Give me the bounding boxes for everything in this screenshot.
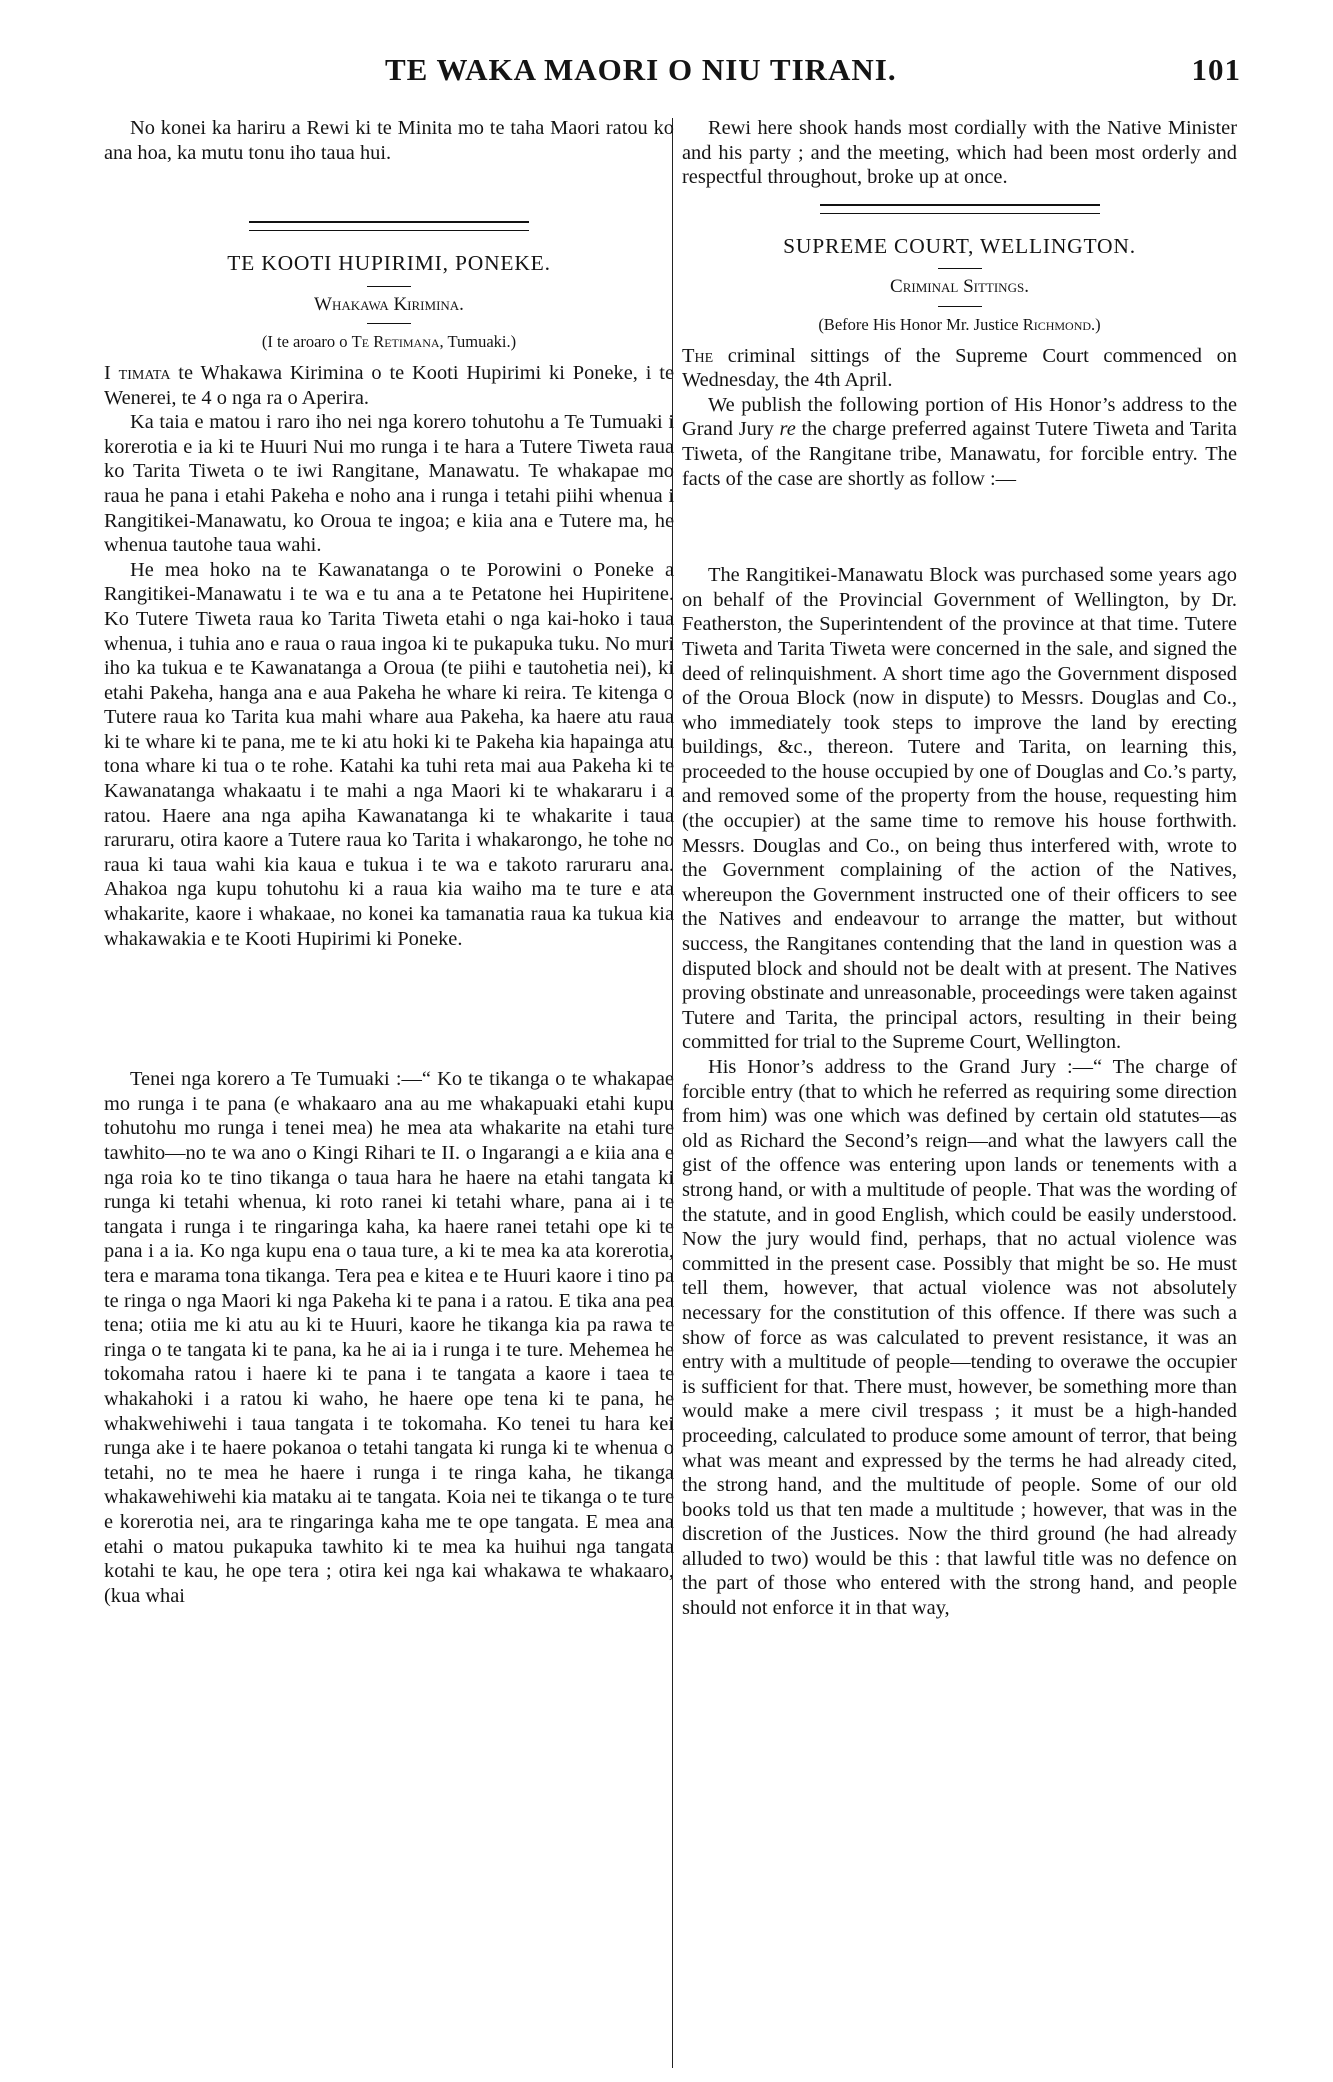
publication-title: TE WAKA MAORI O NIU TIRANI. [385,52,897,87]
paragraph-lead: The [682,344,714,367]
paragraph-1 [104,361,674,410]
right-column [682,116,1237,1621]
section-rule [820,204,1100,214]
paragraph-1 [682,344,1237,393]
bench-note [682,313,1237,338]
bench-prefix: (I te aroaro o [261,332,352,352]
section-subheading: Criminal Sittings. [890,276,1029,298]
heading-rule [367,286,411,287]
paragraph-lead: I timata [104,361,171,384]
section-heading: TE KOOTI HUPIRIMI, PONEKE. [227,251,551,276]
subheading-rule [367,323,411,324]
paragraph-3: He mea hoko na te Kawanatanga o te Porowini o Poneke a Rangitikei-Manawatu i te wa e tu ana a te Petatone hei Hupiritene. Ko Tutere Tiweta raua ko Tarita Tiweta etahi o nga kai-hoko i taua whenua, i tuhia ano e raua o raua ingoa ki te pukapuka tuku. No muri iho ka tukua e te Kawanatanga a Oroua (te piihi e tautohetia nei), ki etahi Pakeha, hanga ana e aua Pakeha he whare ki reira. Te kitenga o Tutere raua ko Tarita kua mahi whare aua Pakeha, ka haere atu raua ki te whare ki te pana, me te ki atu hoki ki te Pakeha kia hapainga atu tona whare ki tua o te rohe. Katahi ka tuhi reta mai aua Pakeha ki te Kawanatanga whakaatu i te mahi a nga Maori ki te whakararu i a ratou. Haere ana nga apiha Kawanatanga ki te whakarite i taua raruraru, otira kaore a Tutere raua ko Tarita i whakarongo, he tohe no raua ki taua wahi kia kaua e tukua i te wa e takoto raruraru ana. Ahakoa nga kupu tohutohu ki a raua kia waiho ma te ture e ata whakarite, kaore i whakaae, no konei ka tamanatia raua ka tukua kia whakawakia e te Kooti Hupirimi ki Poneke. [104,558,674,950]
section-rule [249,221,529,231]
paragraph-2-after: the charge preferred against Tutere Tiweta and Tarita Tiweta, of the Rangitane tribe, Manawatu, for forcible entry. The facts of the case are shortly as follow :— [682,418,1237,490]
bench-note [104,330,674,355]
section-heading: SUPREME COURT, WELLINGTON. [783,233,1136,258]
paragraph-4: His Honor’s address to the Grand Jury :—“ The charge of forcible entry (that to which he referred as requiring some direction from him) was one which was defined by certain old statutes—as old as Richard the Second’s reign—and what the lawyers call the gist of the offence was entering upon lands or tenements with a strong hand, or with a multitude of people. That was the wording of the statute, and in good English, which could be easily understood. Now the jury would find, perhaps, that no actual violence was committed in the present case. Possibly that might be so. He must tell them, however, that actual violence was not absolutely necessary for the constitution of this offence. If there was such a show of force as was calculated to prevent resistance, it was an entry with a multitude of people—tending to overawe the occupier is sufficient for that. There must, however, be something more than would make a mere civil trespass ; it must be a high-handed proceeding, calculated to produce some amount of terror, that being what was meant and expressed by the terms he had already cited, the strong hand, and the multitude of people. Some of our old books told us that ten made a multitude ; however, that was in the discretion of the Justices. Now the third ground (he had already alluded to two) would be this : that lawful title was no defence on the part of those who entered with the strong hand, and people should not enforce it in that way, [682,1056,1237,1620]
paragraph-2-re: re [779,418,796,441]
paragraph-2: Ka taia e matou i raro iho nei nga korero tohutohu a Te Tumuaki i korerotia e ia ki te Huuri Nui mo runga i te hara a Tutere Tiweta raua ko Tarita Tiweta o te iwi Rangitane, Manawatu. Te whakapae mo raua he pana i etahi Pakeha e noho ana i runga i tetahi piihi whenua i Rangitikei-Manawatu, ko Oroua te ingoa; e kiia ana e Tutere ma, he whenua tautohe taua wahi. [104,411,674,557]
paragraph-2-before: We publish the following portion of His Honor’s address to the Grand Jury [682,393,1237,441]
bench-prefix: (Before His Honor Mr. Justice [818,314,1023,334]
judge-name: Te Retimana [351,332,440,352]
subheading-rule [938,306,982,307]
heading-rule [938,268,982,269]
bench-suffix: , Tumuaki.) [439,332,517,352]
paragraph-1-text: te Whakawa Kirimina o te Kooti Hupirimi ki Poneke, i te Wenerei, te 4 o nga ra o Aperira. [104,361,674,409]
paragraph-2 [682,393,1237,491]
page-number: 101 [1191,52,1241,87]
paragraph-3: The Rangitikei-Manawatu Block was purchased some years ago on behalf of the Provincial Government of Wellington, by Dr. Featherston, the Superintendent of the province at that time. Tutere Tiweta and Tarita Tiweta were concerned in the sale, and signed the deed of relinquishment. A short time ago the Government disposed of the Oroua Block (now in dispute) to Messrs. Douglas and Co., who immediately took steps to improve the land by erecting buildings, &c., thereon. Tutere and Tarita, on learning this, proceeded to the house occupied by one of Douglas and Co.’s party, and removed some of the property from the house, requesting him (the occupier) at the same time to remove his house forthwith. Messrs. Douglas and Co., on being thus interfered with, wrote to the Government complaining of the action of the Natives, whereupon the Government instructed one of their officers to see the Natives and endeavour to arrange the matter, but without success, the Rangitanes contending that the land in question was a disputed block and should not be dealt with at present. The Natives proving obstinate and unreasonable, proceedings were taken against Tutere and Tarita, the principal actors, resulting in their being committed for trial to the Supreme Court, Wellington. [682,564,1237,1054]
opening-paragraph: Rewi here shook hands most cordially with the Native Minister and his party ; and the meeting, which had been most orderly and respectful throughout, broke up at once. [682,117,1237,189]
paragraph-4: Tenei nga korero a Te Tumuaki :—“ Ko te tikanga o te whakapae mo runga i te pana (e whakaaro ana au me whakapuaki etahi kupu tohutohu mo runga i tenei mea) he mea ata whakarite na etahi ture tawhito—no te wa ano o Kingi Rihari te II. o Ingarangi a e kiia ana e nga roia ko te tino tikanga o taua hara he haere na etahi tangata ki runga ki tetahi whenua, ki roto ranei ki tetahi whare, pana ai i te tangata i runga i te ringaringa kaha, ka haere ranei tetahi ope ki te pana i a ia. Ko nga kupu ena o taua ture, a ki te mea ka ata korerotia, tera e marama tona tikanga. Tera pea e kitea e te Huuri kaore i tino pa te ringa o nga Maori ki nga Pakeha ki te pana i a ratou. E tika ana pea tena; otiia me ki atu au ki te Huuri, kaore he tikanga kia pa rawa te ringa o te tangata ki te pana, ka he ai ia i runga i te ture. Mehemea he tokomaha ratou i haere ki te pana i te tangata a kaore i taea te whakahoki i a ratou ki waho, he haere ope tena ki te pana, he whakwehiwehi i taua tangata i te tokomaha. Ko tenei tu hara kei runga ake i te haere pokanoa o tetahi tangata ki runga ki te whenua o tetahi, no te mea he haere i runga i te ringa kaha, he tikanga whakawehiwehi kia mataku ai te tangata. Koia nei te tikanga o te ture e korerotia nei, ara te ringaringa kaha me te ope tangata. E mea ana etahi o matou pukapuka tawhito ki te mea ka huihui nga tangata kotahi te kau, he ope tera ; otira kei nga kai whakawa te whakaaro, (kua whai [104,1068,674,1607]
judge-name: Richmond [1022,314,1092,334]
section-subheading: Whakawa Kirimina. [314,293,464,315]
opening-paragraph: No konei ka hariru a Rewi ki te Minita mo te taha Maori ratou ko ana hoa, ka mutu tonu iho taua hui. [104,117,674,164]
left-column [104,116,674,1608]
paragraph-1-text: criminal sittings of the Supreme Court commenced on Wednesday, the 4th April. [682,344,1237,392]
bench-suffix: .) [1091,314,1101,334]
running-head [0,52,1333,112]
